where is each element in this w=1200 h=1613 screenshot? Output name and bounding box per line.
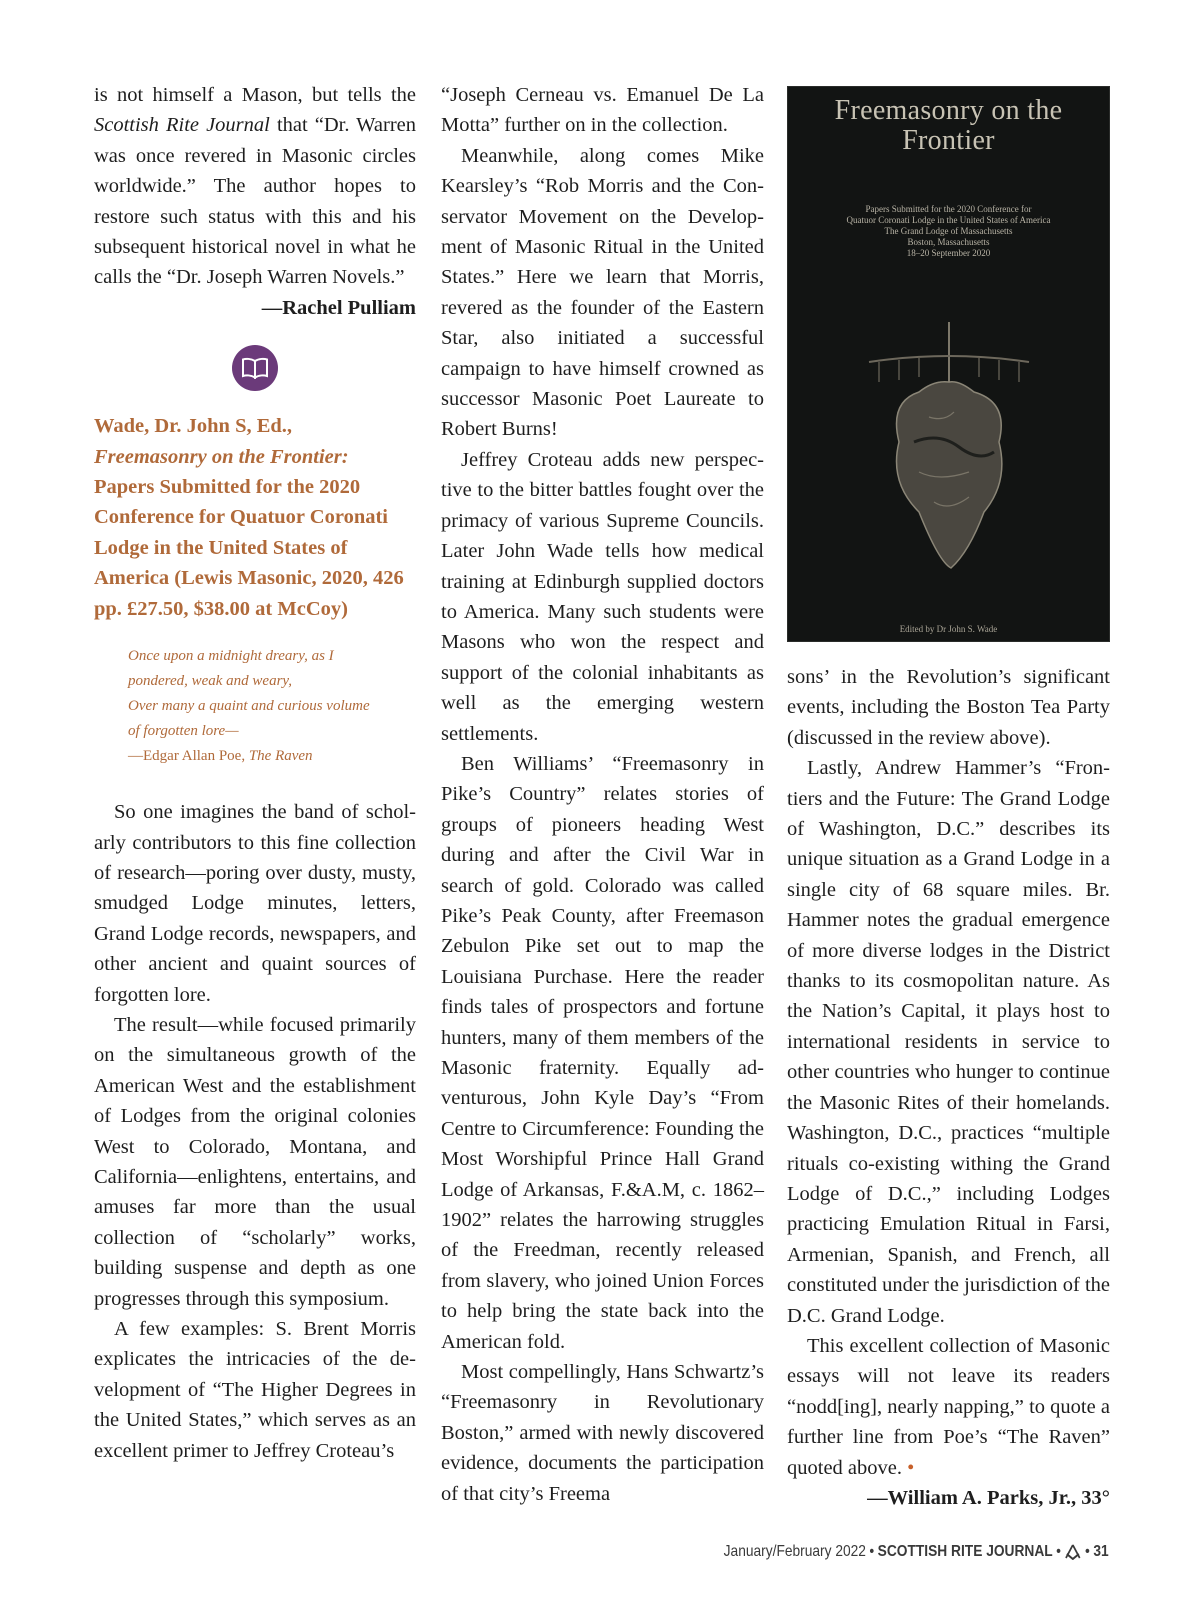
column-2 <box>441 80 764 1509</box>
poem-line: of forgotten lore— <box>128 723 239 740</box>
page-footer: January/February 2022 • SCOTTISH RITE JOURNAL • • 31 <box>724 1543 1109 1560</box>
column-3 <box>787 662 1110 1513</box>
col1-intro: is not himself a Mason, but tells the Scottish Rite Journal that “Dr. Warren was once revered in Masonic circles worldwide.” The author hopes to restore such status with this and his subsequent historical novel in what he calls the “Dr. Joseph Warren Novels.” <box>94 84 416 289</box>
reviewer-signature: —William A. Parks, Jr., 33° <box>867 1486 1110 1509</box>
paragraph: Meanwhile, along comes Mike Kearsley’s “Rob Morris and the Conservator Movement on the Development of Masonic Ritual in the United States.” Here we learn that Morris, revered as the founder of the Eastern Star, also initiated a successful campaign to have himself crowned as successor Masonic Poet Laureate to Robert Burns! <box>441 144 764 441</box>
paragraph: Jeffrey Croteau adds new perspective to the bitter battles fought over the primacy of various Supreme Councils. Later John Wade tells how medical training at Edinburgh supplied doctors to America. Many such students were Masons who won the respect and support of the colonial inhabitants as well as the emerging western settlements. <box>441 448 764 745</box>
poem-attribution: —Edgar Allan Poe, The Raven <box>128 748 313 765</box>
square-compass-icon <box>1065 1544 1082 1560</box>
paragraph: Most compellingly, Hans Schwartz’s “Freemasonry in Revolutionary Boston,” armed with newly discovered evidence, documents the participation of that city’s Freema <box>441 1361 764 1505</box>
paragraph: “Joseph Cerneau vs. Emanuel De La Motta” further on in the collection. <box>441 84 764 137</box>
paragraph: Lastly, Andrew Hammer’s “Frontiers and the Future: The Grand Lodge of Washington, D.C.” describes its unique situation as a Grand Lodge in a single city of 68 square miles. Br. Hammer notes the gradual emergence of more diverse lodges in the District thanks to its cosmopolitan nature. As the Nation’s Capital, it plays host to international residents in service to other countries who hunger to continue the Masonic Rites of their homelands. Washington, D.C., practices “multiple rituals co-existing withing the Grand Lodge of D.C.,” including Lodges practicing Emulation Ritual in Farsi, Armenian, Spanish, and French, all constituted under the jurisdiction of the D.C. Grand Lodge. <box>787 757 1110 1327</box>
poem-line: Once upon a midnight dreary, as I <box>128 648 334 665</box>
poem-line: pondered, weak and weary, <box>128 673 292 690</box>
paragraph: Ben Williams’ “Freemasonry in Pike’s Country” relates stories of groups of pioneers heading West during and after the Civil War in search of gold. Colorado was called Pike’s Peak County, after Freemason Zebulon Pike set out to map the Louisiana Purchase. Here the reader finds tales of prospectors and fortune hunters, many of them members of the Masonic fraternity. Equally adventurous, John Kyle Day’s “From Centre to Circumference: Founding the Most Worshipful Prince Hall Grand Lodge of Arkansas, F.&A.M, c. 1862–1902” relates the harrowing struggles of the Freedman, recently released from slavery, who joined Union Forces to help bring the state back into the American fold. <box>441 752 764 1353</box>
book-cover-image <box>787 86 1110 642</box>
issue-date: January/February 2022 <box>724 1543 867 1560</box>
map-illustration <box>859 322 1039 572</box>
column-1 <box>94 80 416 1466</box>
review-heading: Wade, Dr. John S, Ed., Freemasonry on the Frontier: Papers Submitted for the 2020 Conference for Quatuor Coronati Lodge in the United States of America (Lewis Masonic, 2020, 426 pp. £27.50, $38.00 at McCoy) <box>94 415 404 620</box>
paragraph: This excellent collection of Masonic essays will not leave its readers “nodd[ing], nearly napping,” to quote a further line from Poe’s “The Raven” quoted above. • <box>787 1334 1110 1479</box>
paragraph: The result—while focused primarily on the simultaneous growth of the American West and the establishment of Lodges from the original colonies West to Colorado, Montana, and California—enlightens, entertains, and amuses far more than the usual collection of “scholarly” works, building suspense and depth as one progresses through this symposium. <box>94 1013 416 1310</box>
poem-line: Over many a quaint and curious volume <box>128 698 370 715</box>
cover-editor: Edited by Dr John S. Wade <box>899 624 998 634</box>
cover-title: Freemasonry on the Frontier <box>834 95 1063 156</box>
paragraph: So one imagines the band of scholarly contributors to this fine collection of research—poring over dusty, musty, smudged Lodge minutes, letters, Grand Lodge records, newspapers, and other ancient and quaint sources of forgotten lore. <box>94 801 416 1006</box>
poem-epigraph <box>128 644 416 769</box>
paragraph: A few examples: S. Brent Morris explicates the intricacies of the development of “The Higher Degrees in the United States,” which serves as an excellent primer to Jeffrey Croteau’s <box>94 1318 416 1462</box>
cover-subtitle: Papers Submitted for the 2020 Conference for Quatuor Coronati Lodge in the United States of America The Grand Lodge of Massachusetts Boston, Massachusetts 18–20 September 2020 <box>846 204 1051 258</box>
reviewer-signature: —Rachel Pulliam <box>261 296 416 319</box>
end-mark: • <box>907 1456 915 1479</box>
book-icon <box>232 345 278 391</box>
paragraph: sons’ in the Revolution’s significant events, including the Boston Tea Party (discussed in the review above). <box>787 666 1110 749</box>
journal-name: SCOTTISH RITE JOURNAL <box>878 1543 1054 1560</box>
page-number: 31 <box>1093 1543 1109 1560</box>
